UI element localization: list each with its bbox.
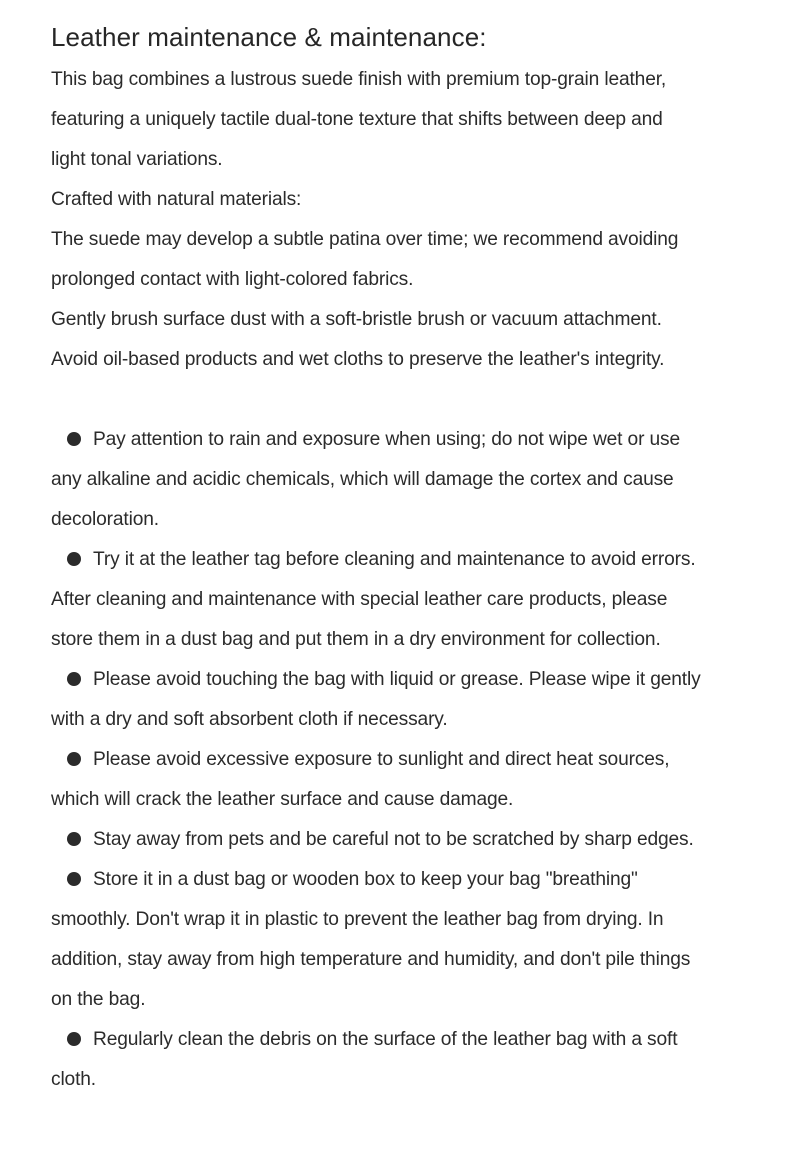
- bullet-text: Stay away from pets and be careful not to be scratched by sharp edges.: [93, 829, 694, 850]
- bullet-text: Please avoid excessive exposure to sunlight and direct heat sources,: [93, 749, 670, 770]
- bullet-continuation: After cleaning and maintenance with special leather care products, please: [51, 589, 668, 610]
- intro-line: Crafted with natural materials:: [51, 189, 302, 210]
- intro-line: Avoid oil-based products and wet cloths to preserve the leather's integrity.: [51, 349, 665, 370]
- intro-line: featuring a uniquely tactile dual-tone texture that shifts between deep and: [51, 109, 663, 130]
- spacer: [51, 380, 741, 420]
- bullet-item: [51, 740, 741, 780]
- intro-line: The suede may develop a subtle patina over time; we recommend avoiding: [51, 229, 679, 250]
- intro-line: prolonged contact with light-colored fabrics.: [51, 269, 414, 290]
- intro-line: This bag combines a lustrous suede finish with premium top-grain leather,: [51, 69, 667, 90]
- bullet-continuation: cloth.: [51, 1069, 96, 1090]
- bullet-continuation: which will crack the leather surface and cause damage.: [51, 789, 514, 810]
- bullet-item: [51, 540, 741, 580]
- bullet-dot-icon: [67, 832, 81, 846]
- bullet-item: [51, 420, 741, 460]
- bullet-dot-icon: [67, 872, 81, 886]
- bullet-text: Regularly clean the debris on the surface of the leather bag with a soft: [93, 1029, 678, 1050]
- bullet-continuation: with a dry and soft absorbent cloth if necessary.: [51, 709, 448, 730]
- bullet-dot-icon: [67, 672, 81, 686]
- bullet-item: [51, 660, 741, 700]
- bullet-continuation: on the bag.: [51, 989, 146, 1010]
- bullet-text: Pay attention to rain and exposure when using; do not wipe wet or use: [93, 429, 680, 450]
- bullet-continuation: store them in a dust bag and put them in a dry environment for collection.: [51, 629, 661, 650]
- intro-line: Gently brush surface dust with a soft-bristle brush or vacuum attachment.: [51, 309, 662, 330]
- bullet-continuation: decoloration.: [51, 509, 159, 530]
- care-instructions: [51, 18, 741, 1100]
- bullet-text: Store it in a dust bag or wooden box to keep your bag "breathing": [93, 869, 638, 890]
- bullet-dot-icon: [67, 552, 81, 566]
- bullet-dot-icon: [67, 752, 81, 766]
- page-title: Leather maintenance & maintenance:: [51, 22, 487, 52]
- bullet-continuation: addition, stay away from high temperature and humidity, and don't pile things: [51, 949, 691, 970]
- bullet-continuation: any alkaline and acidic chemicals, which will damage the cortex and cause: [51, 469, 674, 490]
- bullet-list: [51, 420, 741, 1100]
- bullet-dot-icon: [67, 432, 81, 446]
- bullet-item: [51, 1020, 741, 1060]
- bullet-text: Please avoid touching the bag with liquid or grease. Please wipe it gently: [93, 669, 701, 690]
- intro-line: light tonal variations.: [51, 149, 223, 170]
- bullet-continuation: smoothly. Don't wrap it in plastic to prevent the leather bag from drying. In: [51, 909, 664, 930]
- bullet-item: [51, 860, 741, 900]
- bullet-text: Try it at the leather tag before cleaning and maintenance to avoid errors.: [93, 549, 696, 570]
- bullet-item: [51, 820, 741, 860]
- bullet-dot-icon: [67, 1032, 81, 1046]
- intro-section: [51, 60, 741, 380]
